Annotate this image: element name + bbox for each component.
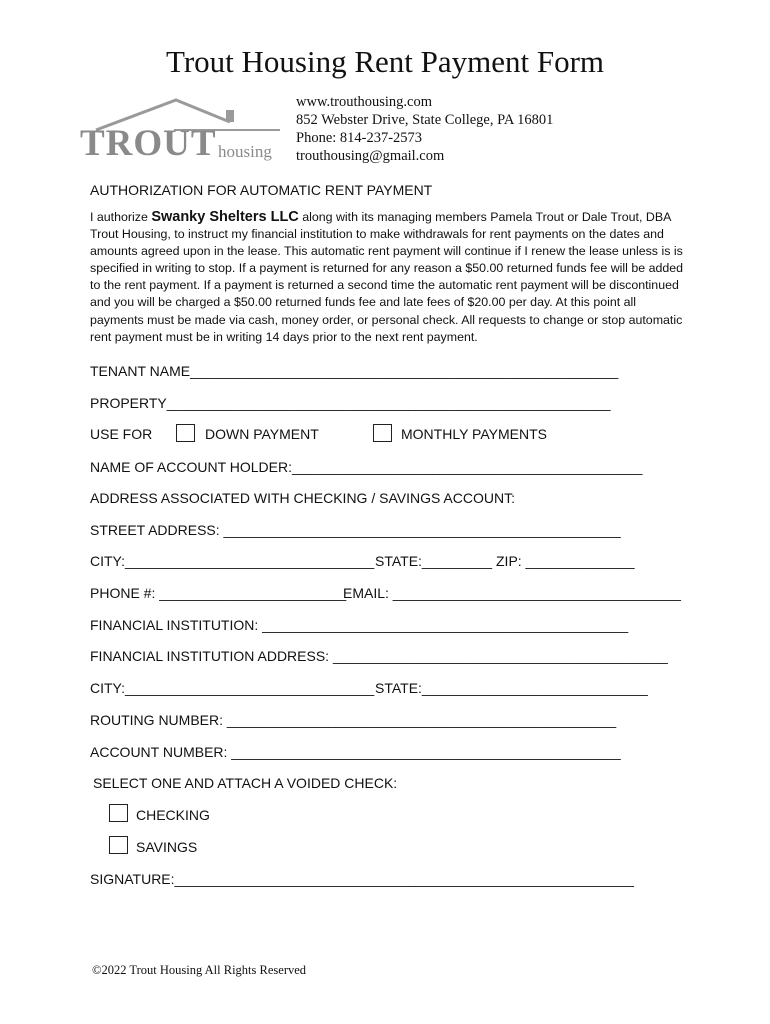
property-field[interactable]: PROPERTY_________________________________________________________: [90, 395, 611, 411]
address-associated-heading: ADDRESS ASSOCIATED WITH CHECKING / SAVINGS ACCOUNT:: [90, 490, 515, 506]
city-field[interactable]: CITY:________________________________: [90, 553, 375, 569]
contact-block: [296, 93, 553, 165]
authorization-text: along with its managing members Pamela Trout or Dale Trout, DBA Trout Housing, to instruct my financial institution to make withdrawals for rent payments on the dates and amounts agreed upon in the lease. This automatic rent payment will continue if I renew the lease unless is is specified in writing to stop. If a payment is returned for any reason a $50.00 returned funds fee will be added to the rent payment. If a payment is returned a second time the automatic rent payment will be discontinued and you will be charged a $50.00 returned funds fee and late fees of $20.00 per day. At this point all payments must be made via cash, money order, or personal check. All requests to change or stop automatic rent payment must be in writing 14 days prior to the next rent payment.: [90, 210, 684, 344]
signature-field[interactable]: SIGNATURE:___________________________________________________________: [90, 871, 634, 887]
financial-institution-address-field[interactable]: FINANCIAL INSTITUTION ADDRESS: ___________________________________________: [90, 648, 668, 664]
phone-text: Phone: 814-237-2573: [296, 130, 423, 146]
bank-city-field[interactable]: CITY:________________________________: [90, 680, 375, 696]
street-address-text: 852 Webster Drive, State College, PA 16801: [296, 112, 554, 128]
savings-checkbox[interactable]: [109, 836, 128, 854]
authorization-paragraph: [90, 209, 690, 346]
zip-field[interactable]: ZIP: ______________: [496, 553, 635, 569]
logo-wordmark: TROUT: [80, 123, 217, 164]
use-for-label: USE FOR: [90, 426, 153, 442]
account-number-field[interactable]: ACCOUNT NUMBER: __________________________________________________: [90, 744, 621, 760]
authorization-title: AUTHORIZATION FOR AUTOMATIC RENT PAYMENT: [90, 182, 433, 198]
state-field[interactable]: STATE:_________: [375, 553, 493, 569]
down-payment-checkbox[interactable]: [176, 424, 195, 442]
checking-checkbox[interactable]: [109, 804, 128, 822]
bank-state-field[interactable]: STATE:_____________________________: [375, 680, 648, 696]
logo-subtext: housing: [218, 142, 272, 161]
monthly-payments-label: MONTHLY PAYMENTS: [401, 426, 547, 442]
website: www.trouthousing.com: [296, 94, 432, 110]
street-address-field[interactable]: STREET ADDRESS: ___________________________________________________: [90, 522, 621, 538]
routing-number-field[interactable]: ROUTING NUMBER: __________________________________________________: [90, 712, 617, 728]
down-payment-label: DOWN PAYMENT: [205, 426, 319, 442]
phone-field[interactable]: PHONE #: ________________________: [90, 585, 347, 601]
trout-housing-logo: [78, 96, 288, 166]
select-one-heading: SELECT ONE AND ATTACH A VOIDED CHECK:: [93, 775, 398, 791]
email-text: trouthousing@gmail.com: [296, 148, 445, 164]
footer-copyright: ©2022 Trout Housing All Rights Reserved: [92, 963, 307, 977]
savings-label: SAVINGS: [136, 839, 198, 855]
account-holder-field[interactable]: NAME OF ACCOUNT HOLDER:_____________________________________________: [90, 459, 643, 475]
page-title: Trout Housing Rent Payment Form: [165, 44, 605, 79]
email-field[interactable]: EMAIL: _____________________________________: [343, 585, 681, 601]
company-name: Swanky Shelters LLC: [151, 209, 299, 225]
tenant-name-field[interactable]: TENANT NAME_______________________________________________________: [90, 363, 619, 379]
monthly-payments-checkbox[interactable]: [373, 424, 392, 442]
financial-institution-field[interactable]: FINANCIAL INSTITUTION: _______________________________________________: [90, 617, 629, 633]
checking-label: CHECKING: [136, 807, 210, 823]
authorization-prefix: I authorize: [90, 210, 152, 224]
